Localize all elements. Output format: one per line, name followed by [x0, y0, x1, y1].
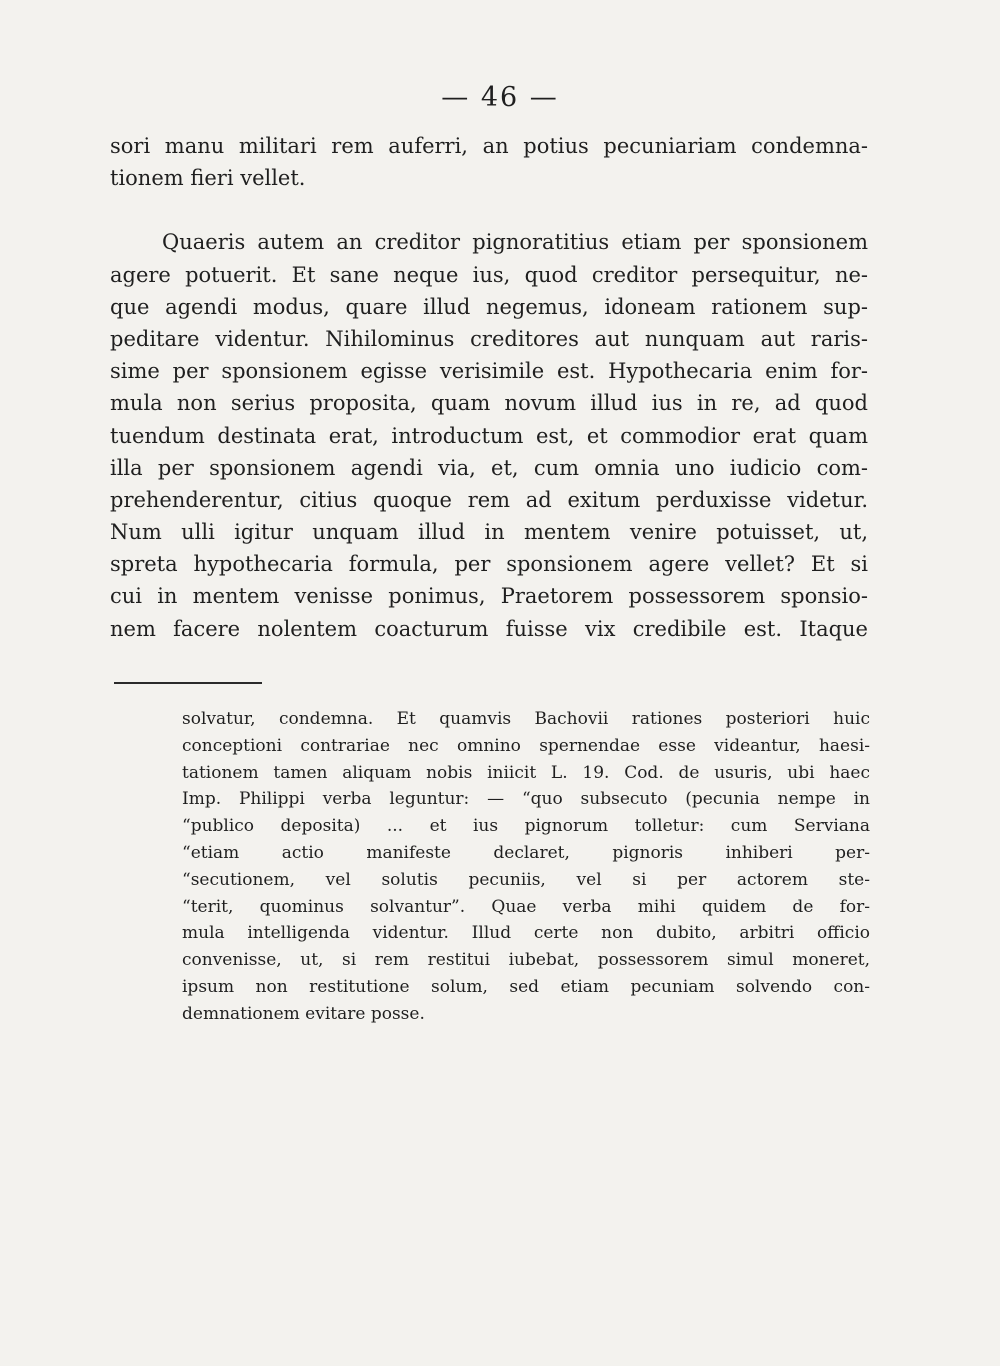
body-line: que agendi modus, quare illud negemus, idoneam rationem sup- [110, 294, 868, 319]
body-line: sori manu militari rem auferri, an potius pecuniariam condemna- [110, 134, 868, 158]
main-text-block [110, 130, 868, 645]
footnote-line: “etiam actio manifeste declaret, pignoris inhiberi per- [182, 842, 870, 863]
footnote-line: “secutionem, vel solutis pecuniis, vel si per actorem ste- [182, 869, 870, 890]
body-line: spreta hypothecaria formula, per sponsionem agere vellet? Et si [110, 552, 868, 577]
footnote-line: mula intelligenda videntur. Illud certe non dubito, arbitri officio [182, 923, 870, 944]
body-line: Quaeris autem an creditor pignoratitius etiam per sponsionem [162, 230, 868, 255]
body-line: mula non serius proposita, quam novum illud ius in re, ad quod [110, 391, 868, 416]
footnote-line: ipsum non restitutione solum, sed etiam pecuniam solvendo con- [182, 976, 870, 997]
body-line: illa per sponsionem agendi via, et, cum omnia uno iudicio com- [110, 455, 868, 480]
footnote-block [182, 706, 870, 1028]
body-line: peditare videntur. Nihilominus creditores aut nunquam aut raris- [110, 326, 868, 351]
footnote-line: demnationem evitare posse. [182, 1003, 425, 1024]
body-line: prehenderentur, citius quoque rem ad exitum perduxisse videtur. [110, 487, 868, 512]
page-number: — 46 — [441, 82, 559, 113]
body-line: cui in mentem venisse ponimus, Praetorem possessorem sponsio- [110, 584, 868, 609]
body-line: tuendum destinata erat, introductum est, et commodior erat quam [110, 423, 868, 448]
body-line: agere potuerit. Et sane neque ius, quod creditor persequitur, ne- [110, 262, 868, 287]
body-line: tionem fieri vellet. [110, 166, 306, 191]
body-line: sime per sponsionem egisse verisimile est. Hypothecaria enim for- [110, 359, 868, 384]
body-line: nem facere nolentem coacturum fuisse vix credibile est. Itaque [110, 616, 868, 641]
footnote-line: Imp. Philippi verba leguntur: — “quo subsecuto (pecunia nempe in [182, 789, 870, 810]
footnote-line: tationem tamen aliquam nobis iniicit L. 19. Cod. de usuris, ubi haec [182, 762, 870, 783]
footnote-line: “publico deposita) ... et ius pignorum tolletur: cum Serviana [182, 816, 870, 837]
paragraph-gap [110, 194, 868, 226]
footnote-separator [114, 682, 262, 684]
footnote-line: convenisse, ut, si rem restitui iubebat, possessorem simul moneret, [182, 950, 870, 971]
body-line: Num ulli igitur unquam illud in mentem venire potuisset, ut, [110, 520, 868, 545]
footnote-line: solvatur, condemna. Et quamvis Bachovii rationes posteriori huic [182, 709, 870, 729]
footnote-line: conceptioni contrariae nec omnino spernendae esse videantur, haesi- [182, 735, 870, 756]
footnote-line: “terit, quominus solvantur”. Quae verba mihi quidem de for- [182, 896, 870, 917]
